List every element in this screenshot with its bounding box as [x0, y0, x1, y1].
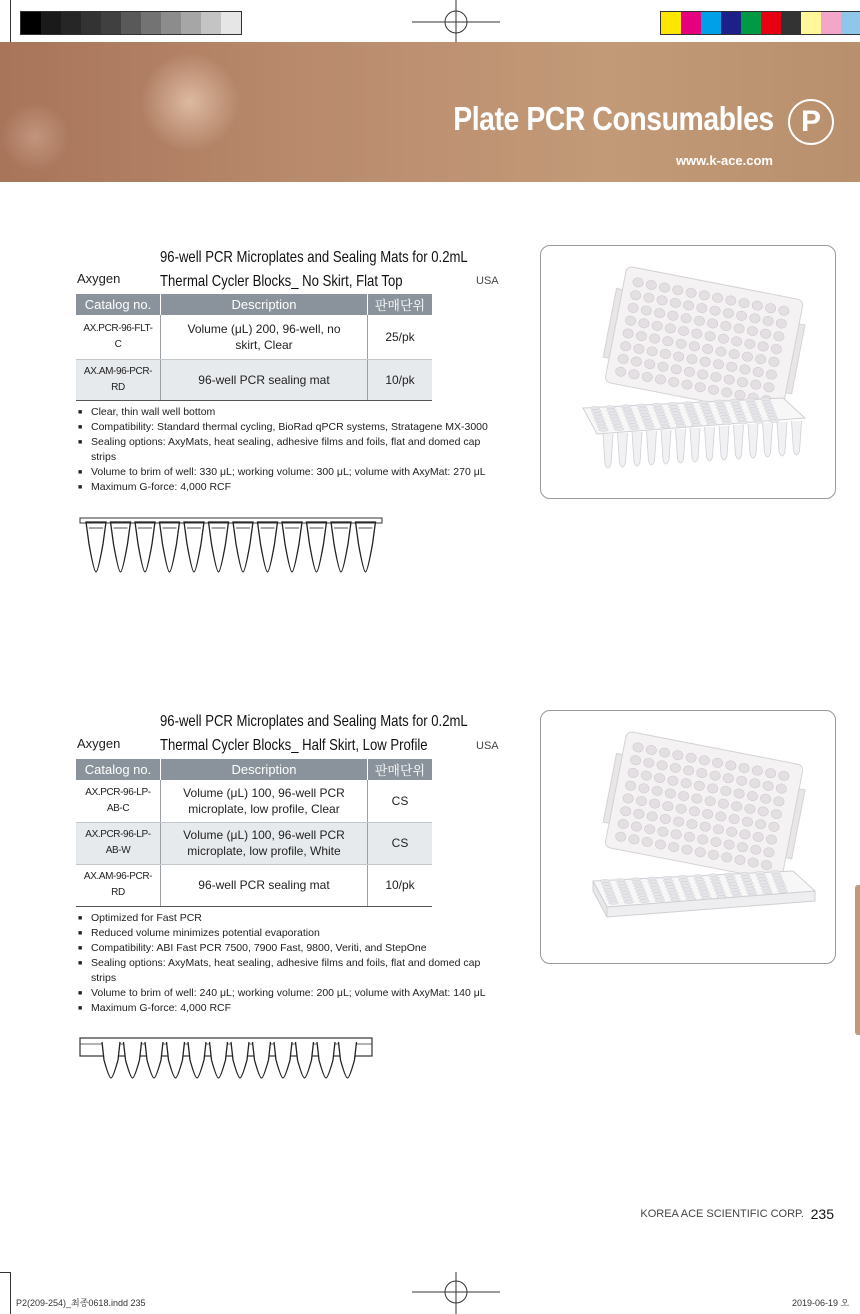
- well-tube: [188, 1042, 206, 1078]
- product-2-spec-table: [76, 759, 432, 907]
- header-unit: 판매단위: [368, 294, 433, 315]
- table-header-row: [76, 294, 432, 315]
- well-tube: [331, 522, 351, 572]
- gray-swatch: [81, 12, 101, 34]
- list-item: ■ Compatibility: ABI Fast PCR 7500, 7900 Fast, 9800, Veriti, and StepOne: [78, 941, 508, 956]
- pcr-plate: [593, 871, 815, 917]
- page-number: 235: [810, 1206, 834, 1222]
- grayscale-swatch-bar: [20, 11, 242, 35]
- well-tube: [282, 522, 302, 572]
- product-2-photo: [540, 710, 836, 964]
- description-cell: Volume (μL) 100, 96-well PCR microplate, low profile, White: [161, 822, 368, 864]
- list-item: ■ Maximum G-force: 4,000 RCF: [78, 1001, 508, 1016]
- crop-mark-left-bottom: [10, 1272, 11, 1314]
- description-cell: Volume (μL) 100, 96-well PCR microplate, low profile, Clear: [161, 780, 368, 822]
- well-tube: [124, 1042, 142, 1078]
- color-swatch: [661, 12, 681, 34]
- header-description: Description: [161, 759, 368, 780]
- table-row: [76, 315, 432, 359]
- list-item: ■ Maximum G-force: 4,000 RCF: [78, 480, 508, 495]
- gray-swatch: [181, 12, 201, 34]
- well-tube: [145, 1042, 163, 1078]
- footer-company: KOREA ACE SCIENTIFIC CORP.: [640, 1208, 804, 1220]
- gray-swatch: [141, 12, 161, 34]
- color-swatch-bar: [660, 11, 860, 35]
- product-1-brand: Axygen: [77, 271, 121, 286]
- description-cell: 96-well PCR sealing mat: [161, 864, 368, 906]
- well-tube: [210, 1042, 228, 1078]
- list-item: ■ Reduced volume minimizes potential evaporation: [78, 926, 508, 941]
- product-2-origin: USA: [476, 740, 499, 752]
- well-tube: [231, 1042, 249, 1078]
- list-item: ■ Optimized for Fast PCR: [78, 911, 508, 926]
- well-tube: [274, 1042, 292, 1078]
- well-tube: [233, 522, 253, 572]
- plate-image-icon: [541, 246, 835, 498]
- well-tube: [167, 1042, 185, 1078]
- well-tube: [356, 522, 376, 572]
- product-1-origin: USA: [476, 275, 499, 287]
- list-item: ■ Compatibility: Standard thermal cycling, BioRad qPCR systems, Stratagene MX-3000: [78, 420, 508, 435]
- gray-swatch: [101, 12, 121, 34]
- color-swatch: [841, 12, 860, 34]
- description-cell: Volume (μL) 200, 96-well, no skirt, Clear: [161, 315, 368, 359]
- sealing-mat: [599, 265, 810, 417]
- color-swatch: [701, 12, 721, 34]
- list-item: ■ Volume to brim of well: 330 μL; working volume: 300 μL; volume with AxyMat: 270 μL: [78, 465, 508, 480]
- table-row: [76, 359, 432, 400]
- color-swatch: [801, 12, 821, 34]
- color-swatch: [761, 12, 781, 34]
- side-tab-marker: [855, 885, 860, 1035]
- header-catalog: Catalog no.: [76, 294, 161, 315]
- product-2-cross-section-diagram: [76, 1036, 376, 1082]
- catalog-cell: AX.PCR-96-FLT-C: [76, 315, 161, 359]
- gray-swatch: [61, 12, 81, 34]
- registration-mark-top: [412, 0, 500, 44]
- description-cell: 96-well PCR sealing mat: [161, 359, 368, 400]
- well-tube: [160, 522, 180, 572]
- well-tube: [209, 522, 229, 572]
- well-tube: [253, 1042, 271, 1078]
- sealing-mat: [599, 730, 810, 882]
- well-tube: [102, 1042, 120, 1078]
- list-item: ■ Sealing options: AxyMats, heat sealing, adhesive films and foils, flat and domed cap strips: [78, 435, 508, 465]
- gray-swatch: [161, 12, 181, 34]
- product-2-title: [160, 710, 468, 758]
- product-1-feature-list: [78, 405, 508, 495]
- product-1-title-line2: Thermal Cycler Blocks_ No Skirt, Flat Top: [160, 273, 403, 290]
- header-description: Description: [161, 294, 368, 315]
- catalog-cell: AX.PCR-96-LP-AB-C: [76, 780, 161, 822]
- page-title: Plate PCR Consumables: [453, 100, 774, 137]
- unit-cell: 10/pk: [368, 359, 433, 400]
- gray-swatch: [121, 12, 141, 34]
- catalog-cell: AX.AM-96-PCR-RD: [76, 864, 161, 906]
- product-1-title: [160, 246, 468, 294]
- well-tube: [184, 522, 204, 572]
- well-tube: [317, 1042, 335, 1078]
- table-row: [76, 822, 432, 864]
- header-band: [0, 42, 860, 182]
- table-row: [76, 780, 432, 822]
- color-swatch: [781, 12, 801, 34]
- crop-mark-left-top: [10, 0, 11, 44]
- crop-mark-left-bottom-h: [0, 1272, 10, 1273]
- unit-cell: 25/pk: [368, 315, 433, 359]
- well-tube: [339, 1042, 357, 1078]
- catalog-cell: AX.PCR-96-LP-AB-W: [76, 822, 161, 864]
- pcr-plate: [583, 398, 805, 468]
- well-tube: [258, 522, 278, 572]
- list-item: ■ Sealing options: AxyMats, heat sealing, adhesive films and foils, flat and domed cap strips: [78, 956, 508, 986]
- well-tube: [135, 522, 155, 572]
- unit-cell: CS: [368, 822, 433, 864]
- table-header-row: [76, 759, 432, 780]
- product-2-title-line2: Thermal Cycler Blocks_ Half Skirt, Low Profile: [160, 737, 428, 754]
- well-tube: [307, 522, 327, 572]
- well-tube: [111, 522, 131, 572]
- print-slug-file: P2(209-254)_최종0618.indd 235: [16, 1298, 146, 1308]
- product-2-title-line1: 96-well PCR Microplates and Sealing Mats for 0.2mL: [160, 713, 468, 730]
- section-badge: P: [788, 99, 834, 145]
- product-2-feature-list: [78, 911, 508, 1016]
- unit-cell: 10/pk: [368, 864, 433, 906]
- table-row: [76, 864, 432, 906]
- print-slug-date: 2019-06-19 오: [792, 1298, 850, 1308]
- well-tube: [296, 1042, 314, 1078]
- product-2-brand: Axygen: [77, 736, 121, 751]
- list-item: ■ Volume to brim of well: 240 μL; working volume: 200 μL; volume with AxyMat: 140 μL: [78, 986, 508, 1001]
- product-1-title-line1: 96-well PCR Microplates and Sealing Mats for 0.2mL: [160, 249, 468, 266]
- gray-swatch: [201, 12, 221, 34]
- color-swatch: [721, 12, 741, 34]
- gray-swatch: [41, 12, 61, 34]
- product-1-spec-table: [76, 294, 432, 401]
- color-swatch: [681, 12, 701, 34]
- catalog-cell: AX.AM-96-PCR-RD: [76, 359, 161, 400]
- registration-mark-bottom: [412, 1272, 500, 1314]
- color-swatch: [741, 12, 761, 34]
- header-catalog: Catalog no.: [76, 759, 161, 780]
- plate-image-icon: [541, 711, 835, 963]
- gray-swatch: [221, 12, 241, 34]
- product-1-cross-section-diagram: [76, 514, 386, 578]
- well-tube: [86, 522, 106, 572]
- header-unit: 판매단위: [368, 759, 433, 780]
- list-item: ■ Clear, thin wall well bottom: [78, 405, 508, 420]
- unit-cell: CS: [368, 780, 433, 822]
- gray-swatch: [21, 12, 41, 34]
- color-swatch: [821, 12, 841, 34]
- product-1-photo: [540, 245, 836, 499]
- website-link[interactable]: www.k-ace.com: [675, 153, 773, 168]
